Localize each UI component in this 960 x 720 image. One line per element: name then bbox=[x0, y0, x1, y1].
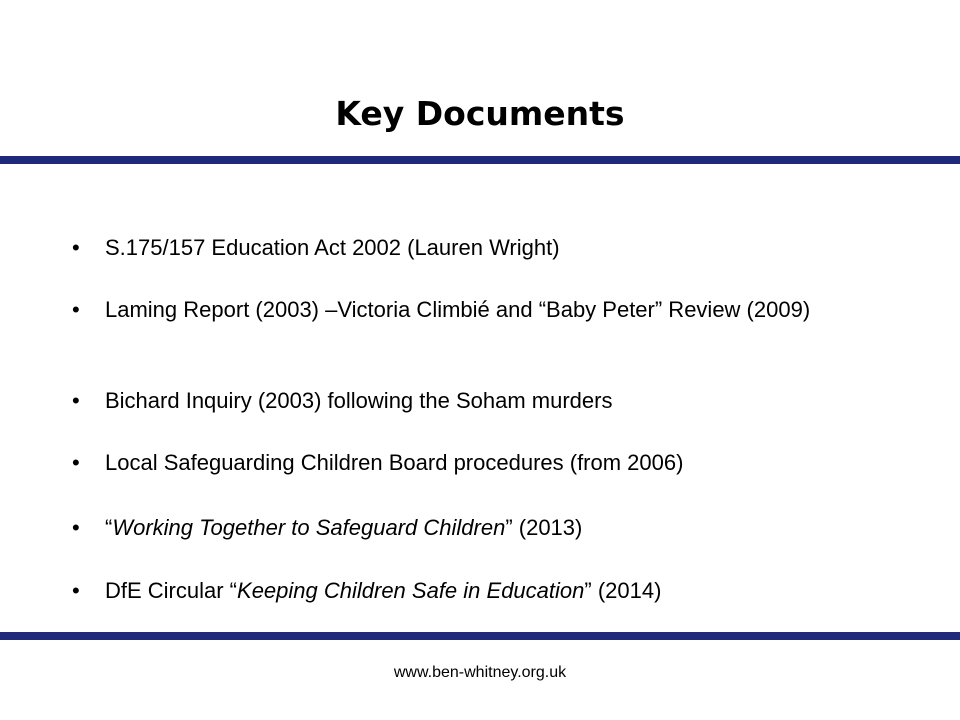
bullet-icon: • bbox=[72, 515, 80, 540]
bullet-icon: • bbox=[72, 450, 80, 475]
top-divider bbox=[0, 156, 960, 164]
slide-title: Key Documents bbox=[335, 94, 625, 133]
document-title: Keeping Children Safe in Education bbox=[237, 578, 585, 603]
document-title: Working Together to Safeguard Children bbox=[112, 515, 506, 540]
bullet-icon: • bbox=[72, 388, 80, 413]
list-item-text: Local Safeguarding Children Board procedures (from 2006) bbox=[105, 450, 684, 475]
footer-url: www.ben-whitney.org.uk bbox=[393, 664, 567, 681]
list-item-text: Bichard Inquiry (2003) following the Soham murders bbox=[105, 388, 613, 413]
bullet-icon: • bbox=[72, 235, 80, 260]
list-item-text: DfE Circular “Keeping Children Safe in Education” (2014) bbox=[105, 578, 662, 603]
list-item-text: Laming Report (2003) –Victoria Climbié and “Baby Peter” Review (2009) bbox=[105, 297, 811, 322]
list-item-text: S.175/157 Education Act 2002 (Lauren Wright) bbox=[105, 235, 560, 260]
bullet-icon: • bbox=[72, 297, 80, 322]
bottom-divider bbox=[0, 632, 960, 640]
bullet-icon: • bbox=[72, 578, 80, 603]
list-item-text: “Working Together to Safeguard Children” (2013) bbox=[105, 515, 583, 540]
